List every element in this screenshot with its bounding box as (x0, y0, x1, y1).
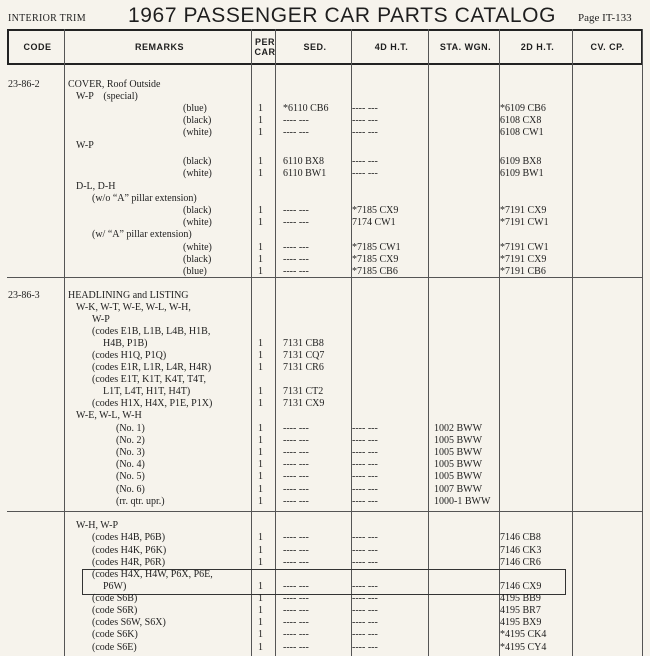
row-remarks: (rr. qtr. upr.) (116, 496, 165, 507)
row-remarks: (white) (183, 242, 212, 253)
row-sed: ---- --- (283, 423, 309, 434)
row-ht2: 6109 BW1 (500, 168, 544, 179)
row-per: 1 (258, 642, 263, 653)
row-hd4: *7185 CX9 (352, 254, 399, 265)
row-remarks: (black) (183, 156, 212, 167)
row-hd4: ---- --- (352, 642, 378, 653)
row-per: 1 (258, 205, 263, 216)
row-per: 1 (258, 557, 263, 568)
row-per: 1 (258, 435, 263, 446)
row-sed: 7131 CB8 (283, 338, 324, 349)
row-per: 1 (258, 156, 263, 167)
col-header-4d-ht: 4D H.T. (374, 42, 409, 52)
row-remarks: W-E, W-L, W-H (76, 410, 142, 421)
row-per: 1 (258, 254, 263, 265)
row-sed: ---- --- (283, 532, 309, 543)
row-remarks: (codes H1X, H4X, P1E, P1X) (92, 398, 213, 409)
row-remarks: (white) (183, 168, 212, 179)
row-sed: ---- --- (283, 642, 309, 653)
row-remarks: (codes E1R, L1R, L4R, H4R) (92, 362, 212, 373)
row-per: 1 (258, 484, 263, 495)
row-remarks: L1T, L4T, H1T, H4T) (103, 386, 191, 397)
row-per: 1 (258, 127, 263, 138)
row-sta: 1005 BWW (434, 435, 483, 446)
row-remarks: H4B, P1B) (103, 338, 148, 349)
row-sed: ---- --- (283, 545, 309, 556)
row-per: 1 (258, 629, 263, 640)
row-hd4: ---- --- (352, 593, 378, 604)
column-rule (251, 29, 252, 656)
row-sed: ---- --- (283, 605, 309, 616)
row-remarks: (black) (183, 254, 212, 265)
page-title: 1967 PASSENGER CAR PARTS CATALOG (128, 4, 557, 27)
row-ht2: *6109 CB6 (500, 103, 546, 114)
section-label: INTERIOR TRIM (8, 13, 86, 24)
row-per: 1 (258, 338, 263, 349)
row-ht2: 4195 BX9 (500, 617, 542, 628)
row-remarks: (black) (183, 205, 212, 216)
row-per: 1 (258, 398, 263, 409)
row-hd4: ---- --- (352, 447, 378, 458)
col-header-sed: SED. (303, 42, 327, 52)
row-ht2: *4195 CY4 (500, 642, 547, 653)
row-sed: 7131 CR6 (283, 362, 324, 373)
row-hd4: ---- --- (352, 484, 378, 495)
row-remarks: (codes E1T, K1T, K4T, T4T, (92, 374, 207, 385)
col-header-per-car: PER CAR (254, 37, 276, 57)
row-remarks: HEADLINING and LISTING (68, 290, 189, 301)
row-remarks: (w/o “A” pillar extension) (92, 193, 197, 204)
row-remarks: (code S6B) (92, 593, 138, 604)
row-ht2: 7146 CX9 (500, 581, 542, 592)
row-hd4: ---- --- (352, 423, 378, 434)
row-hd4: *7185 CX9 (352, 205, 399, 216)
row-per: 1 (258, 423, 263, 434)
row-hd4: ---- --- (352, 127, 378, 138)
row-per: 1 (258, 115, 263, 126)
row-hd4: ---- --- (352, 617, 378, 628)
row-hd4: ---- --- (352, 435, 378, 446)
col-header-sta-wgn: STA. WGN. (439, 42, 492, 52)
row-remarks: (w/ “A” pillar extension) (92, 229, 192, 240)
row-sed: ---- --- (283, 217, 309, 228)
row-ht2: 7146 CR6 (500, 557, 541, 568)
row-hd4: ---- --- (352, 605, 378, 616)
row-ht2: *7191 CW1 (500, 242, 549, 253)
row-hd4: 7174 CW1 (352, 217, 396, 228)
row-sed: ---- --- (283, 127, 309, 138)
row-ht2: 7146 CK3 (500, 545, 542, 556)
row-hd4: *7185 CW1 (352, 242, 401, 253)
row-remarks: (code S6R) (92, 605, 138, 616)
row-per: 1 (258, 617, 263, 628)
row-code: 23-86-3 (8, 290, 40, 301)
row-per: 1 (258, 362, 263, 373)
row-sed: ---- --- (283, 266, 309, 277)
row-sed: ---- --- (283, 254, 309, 265)
row-remarks: (No. 6) (116, 484, 145, 495)
row-remarks: (codes E1B, L1B, L4B, H1B, (92, 326, 211, 337)
column-rule (64, 29, 65, 656)
row-per: 1 (258, 471, 263, 482)
row-per: 1 (258, 242, 263, 253)
col-header-cv-cp: CV. CP. (590, 42, 625, 52)
col-header-remarks: REMARKS (134, 42, 184, 52)
row-sed: ---- --- (283, 115, 309, 126)
row-ht2: *4195 CK4 (500, 629, 547, 640)
group-separator (7, 511, 643, 512)
row-sed: ---- --- (283, 617, 309, 628)
row-sta: 1005 BWW (434, 471, 483, 482)
row-sed: ---- --- (283, 435, 309, 446)
row-remarks: (white) (183, 217, 212, 228)
column-rule (642, 29, 643, 656)
row-ht2: *7191 CX9 (500, 205, 547, 216)
row-ht2: 6109 BX8 (500, 156, 542, 167)
row-per: 1 (258, 593, 263, 604)
row-sed: ---- --- (283, 459, 309, 470)
row-remarks: D-L, D-H (76, 181, 116, 192)
row-sed: ---- --- (283, 447, 309, 458)
row-per: 1 (258, 350, 263, 361)
row-per: 1 (258, 103, 263, 114)
row-per: 1 (258, 266, 263, 277)
row-sed: ---- --- (283, 471, 309, 482)
row-hd4: ---- --- (352, 471, 378, 482)
row-ht2: 6108 CW1 (500, 127, 544, 138)
row-ht2: 7146 CB8 (500, 532, 541, 543)
row-sed: ---- --- (283, 557, 309, 568)
row-hd4: ---- --- (352, 581, 378, 592)
row-remarks: (codes H4R, P6R) (92, 557, 166, 568)
row-remarks: (codes H1Q, P1Q) (92, 350, 167, 361)
row-sed: ---- --- (283, 242, 309, 253)
row-remarks: W-P (92, 314, 110, 325)
column-rule (428, 29, 429, 656)
row-hd4: *7185 CB6 (352, 266, 398, 277)
row-ht2: 4195 BR7 (500, 605, 541, 616)
row-hd4: ---- --- (352, 557, 378, 568)
row-hd4: ---- --- (352, 545, 378, 556)
page-number: Page IT-133 (578, 12, 632, 24)
row-per: 1 (258, 447, 263, 458)
col-header-2d-ht: 2D H.T. (520, 42, 555, 52)
row-hd4: ---- --- (352, 156, 378, 167)
row-code: 23-86-2 (8, 79, 40, 90)
row-remarks: COVER, Roof Outside (68, 79, 161, 90)
row-hd4: ---- --- (352, 532, 378, 543)
row-sed: *6110 CB6 (283, 103, 329, 114)
row-remarks: (codes H4B, P6B) (92, 532, 166, 543)
row-per: 1 (258, 545, 263, 556)
row-hd4: ---- --- (352, 496, 378, 507)
row-remarks: (No. 5) (116, 471, 145, 482)
row-per: 1 (258, 496, 263, 507)
row-hd4: ---- --- (352, 103, 378, 114)
row-sed: 7131 CX9 (283, 398, 325, 409)
row-remarks: (codes S6W, S6X) (92, 617, 166, 628)
row-sed: ---- --- (283, 629, 309, 640)
column-rule (275, 29, 276, 656)
row-remarks: W-P (76, 140, 94, 151)
row-ht2: 6108 CX8 (500, 115, 542, 126)
column-rule (572, 29, 573, 656)
col-header-code: CODE (23, 42, 52, 52)
row-sta: 1000-1 BWW (434, 496, 491, 507)
row-ht2: *7191 CX9 (500, 254, 547, 265)
row-sta: 1002 BWW (434, 423, 483, 434)
row-sed: 6110 BX8 (283, 156, 325, 167)
row-remarks: (white) (183, 127, 212, 138)
row-hd4: ---- --- (352, 115, 378, 126)
row-remarks: (code S6E) (92, 642, 137, 653)
row-remarks: W-H, W-P (76, 520, 119, 531)
row-remarks: (No. 1) (116, 423, 145, 434)
row-remarks: P6W) (103, 581, 127, 592)
row-ht2: *7191 CB6 (500, 266, 546, 277)
row-remarks: W-P (special) (76, 91, 138, 102)
row-remarks: (No. 2) (116, 435, 145, 446)
row-sed: 6110 BW1 (283, 168, 327, 179)
row-remarks: (black) (183, 115, 212, 126)
row-per: 1 (258, 217, 263, 228)
row-hd4: ---- --- (352, 168, 378, 179)
row-remarks: (blue) (183, 266, 207, 277)
row-sed: ---- --- (283, 205, 309, 216)
row-remarks: (No. 3) (116, 447, 145, 458)
row-per: 1 (258, 605, 263, 616)
row-remarks: (No. 4) (116, 459, 145, 470)
row-ht2: 4195 BB9 (500, 593, 541, 604)
row-per: 1 (258, 168, 263, 179)
row-sed: ---- --- (283, 581, 309, 592)
group-separator (7, 277, 643, 278)
row-sed: ---- --- (283, 496, 309, 507)
row-hd4: ---- --- (352, 459, 378, 470)
row-per: 1 (258, 459, 263, 470)
row-per: 1 (258, 581, 263, 592)
row-remarks: (codes H4X, H4W, P6X, P6E, (92, 569, 213, 580)
row-sed: 7131 CQ7 (283, 350, 325, 361)
row-sed: ---- --- (283, 593, 309, 604)
row-remarks: (blue) (183, 103, 207, 114)
row-per: 1 (258, 532, 263, 543)
row-hd4: ---- --- (352, 629, 378, 640)
row-sta: 1005 BWW (434, 459, 483, 470)
column-header-row (7, 29, 643, 65)
row-remarks: (code S6K) (92, 629, 138, 640)
row-ht2: *7191 CW1 (500, 217, 549, 228)
row-sta: 1007 BWW (434, 484, 483, 495)
row-sed: 7131 CT2 (283, 386, 324, 397)
row-remarks: (codes H4K, P6K) (92, 545, 167, 556)
row-sed: ---- --- (283, 484, 309, 495)
row-remarks: W-K, W-T, W-E, W-L, W-H, (76, 302, 191, 313)
row-sta: 1005 BWW (434, 447, 483, 458)
row-per: 1 (258, 386, 263, 397)
